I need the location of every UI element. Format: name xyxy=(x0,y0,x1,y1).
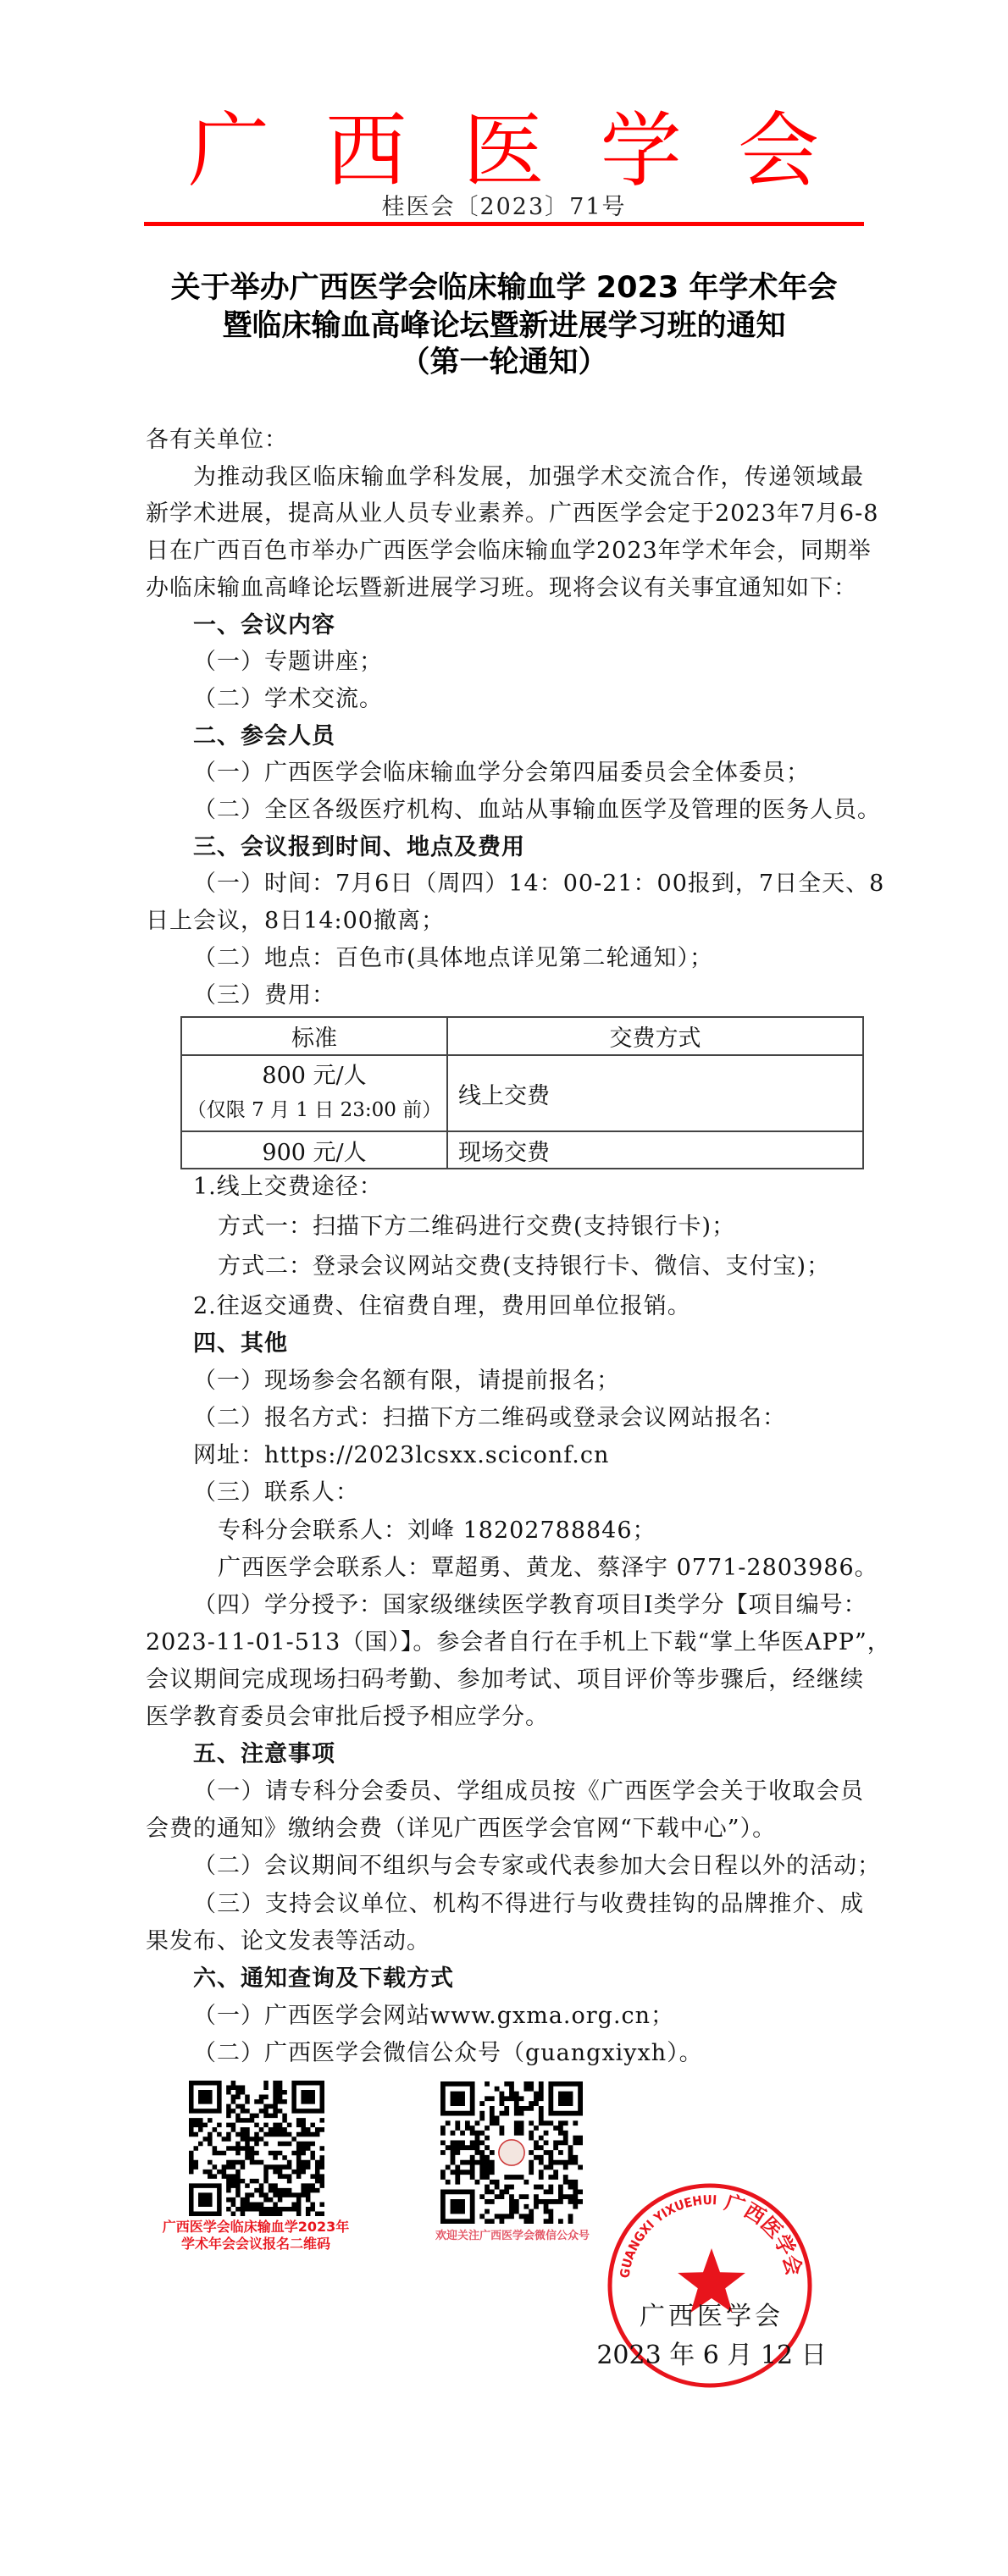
wechat-qr-code[interactable] xyxy=(440,2081,583,2224)
seal-cn-text: 广西医学会 xyxy=(722,2190,806,2279)
text-line: （一）专题讲座； xyxy=(193,649,383,676)
text-line: 1.线上交费途径： xyxy=(193,1174,383,1200)
caption-line: 广西医学会临床输血学2023年 xyxy=(162,2219,350,2235)
text-line: 会费的通知》缴纳会费（详见广西医学会官网“下载中心”）。 xyxy=(146,1816,777,1843)
text-line: （二）广西医学会微信公众号（guangxiyxh）。 xyxy=(193,2039,703,2066)
text-line: （三）联系人： xyxy=(193,1479,359,1506)
section-heading: 六、通知查询及下载方式 xyxy=(193,1965,454,1992)
table-header-row xyxy=(181,1017,863,1055)
section-heading: 五、注意事项 xyxy=(193,1741,335,1768)
fee-table xyxy=(180,1016,864,1169)
text-line: 日在广西百色市举办广西医学会临床输血学2023年学术年会，同期举 xyxy=(146,538,872,565)
org-title xyxy=(188,103,819,198)
caption-line: 学术年会会议报名二维码 xyxy=(180,2236,330,2252)
text-line: （一）请专科分会委员、学组成员按《广西医学会关于收取会员 xyxy=(193,1778,864,1805)
wechat-qr-caption: 欢迎关注广西医学会微信公众号 xyxy=(435,2230,590,2242)
section-heading: 四、其他 xyxy=(193,1330,288,1357)
text-line: （二）学术交流。 xyxy=(193,685,383,712)
section-heading: 二、参会人员 xyxy=(193,722,335,749)
org-title-char: 广 xyxy=(188,103,269,198)
body-section-b2 xyxy=(146,1288,891,2072)
text-line: （一）现场参会名额有限，请提前报名； xyxy=(193,1368,620,1395)
text-line: 专科分会联系人：刘峰 18202788846； xyxy=(218,1517,656,1544)
document-number: 桂医会〔2023〕71号 xyxy=(381,194,627,220)
text-line: （四）学分授予：国家级继续医学教育项目Ⅰ类学分【项目编号： xyxy=(193,1591,867,1618)
payment-method: 线上交费 xyxy=(447,1055,863,1131)
fee-standard-cell xyxy=(181,1055,447,1131)
notice-title-line-1: 关于举办广西医学会临床输血学 2023 年学术年会 xyxy=(170,271,838,305)
signature-org: 广西医学会 xyxy=(640,2302,784,2331)
section-heading: 一、会议内容 xyxy=(193,611,335,638)
text-line: 日上会议，8日14:00撤离； xyxy=(146,908,445,935)
org-title-char: 医 xyxy=(462,103,545,198)
text-line: （三）支持会议单位、机构不得进行与收费挂钩的品牌推介、成 xyxy=(193,1890,864,1917)
text-line: 网址：https://2023lcsxx.sciconf.cn xyxy=(193,1442,610,1469)
text-line: （三）费用： xyxy=(193,981,335,1009)
text-line: 医学教育委员会审批后授予相应学分。 xyxy=(146,1704,549,1731)
registration-qr-caption xyxy=(161,2219,351,2253)
text-line: 2023-11-01-513（国）】。参会者自行在手机上下载“掌上华医APP”， xyxy=(146,1628,891,1656)
text-line: 方式一：扫描下方二维码进行交费(支持银行卡)； xyxy=(218,1213,736,1240)
registration-qr-code[interactable] xyxy=(189,2081,324,2216)
section-heading: 三、会议报到时间、地点及费用 xyxy=(193,833,525,860)
text-line: 2.往返交通费、住宿费自理，费用回单位报销。 xyxy=(193,1293,691,1319)
text-line: （二）会议期间不组织与会专家或代表参加大会日程以外的活动； xyxy=(193,1853,881,1880)
qr-modules xyxy=(189,2081,324,2216)
fee-note: （仅限 7 月 1 日 23:00 前） xyxy=(186,1099,442,1121)
body-section-b1 xyxy=(146,1167,864,1286)
header-payment-method: 交费方式 xyxy=(447,1017,863,1055)
notice-title-line-2: 暨临床输血高峰论坛暨新进展学习班的通知 xyxy=(222,309,786,343)
logo-icon xyxy=(499,2140,524,2165)
text-line: 广西医学会联系人：覃超勇、黄龙、蔡泽宇 0771-2803986。 xyxy=(218,1554,878,1581)
fee-standard: 900 元/人 xyxy=(181,1131,447,1169)
notice-title-line-3: （第一轮通知） xyxy=(400,345,608,379)
table-row xyxy=(181,1055,863,1131)
header-standard: 标准 xyxy=(181,1017,447,1055)
signature-date: 2023 年 6 月 12 日 xyxy=(596,2341,827,2370)
org-title-char: 会 xyxy=(738,103,819,198)
text-line: （一）广西医学会网站www.gxma.org.cn； xyxy=(193,2002,675,2029)
red-divider xyxy=(144,222,864,226)
text-line: （二）地点：百色市(具体地点详见第二轮通知）； xyxy=(193,944,714,971)
text-line: （二）报名方式：扫描下方二维码或登录会议网站报名： xyxy=(193,1405,786,1432)
org-title-char: 学 xyxy=(600,103,682,198)
text-line: 会议期间完成现场扫码考勤、参加考试、项目评价等步骤后，经继续 xyxy=(146,1666,864,1693)
text-line: （二）全区各级医疗机构、血站从事输血医学及管理的医务人员。 xyxy=(193,797,881,824)
seal-latin-text: GUANGXI YIXUEHUI xyxy=(617,2192,718,2280)
text-line: 办临床输血高峰论坛暨新进展学习班。现将会议有关事宜通知如下： xyxy=(146,574,857,601)
text-line: 为推动我区临床输血学科发展，加强学术交流合作，传递领域最 xyxy=(193,463,864,490)
text-line: 方式二：登录会议网站交费(支持银行卡、微信、支付宝)； xyxy=(218,1253,831,1280)
text-line: （一）广西医学会临床输血学分会第四届委员会全体委员； xyxy=(193,760,810,787)
fee-standard: 800 元/人 xyxy=(262,1063,367,1089)
text-line: 各有关单位： xyxy=(146,427,288,453)
table-row xyxy=(181,1131,863,1169)
org-title-char: 西 xyxy=(325,103,407,198)
body-section-a xyxy=(146,422,885,1014)
text-line: 新学术进展，提高从业人员专业素养。广西医学会定于2023年7月6-8 xyxy=(146,500,879,528)
payment-method: 现场交费 xyxy=(447,1131,863,1169)
text-line: （一）时间：7月6日（周四）14：00-21：00报到，7日全天、8 xyxy=(193,871,885,898)
text-line: 果发布、论文发表等活动。 xyxy=(146,1927,430,1954)
